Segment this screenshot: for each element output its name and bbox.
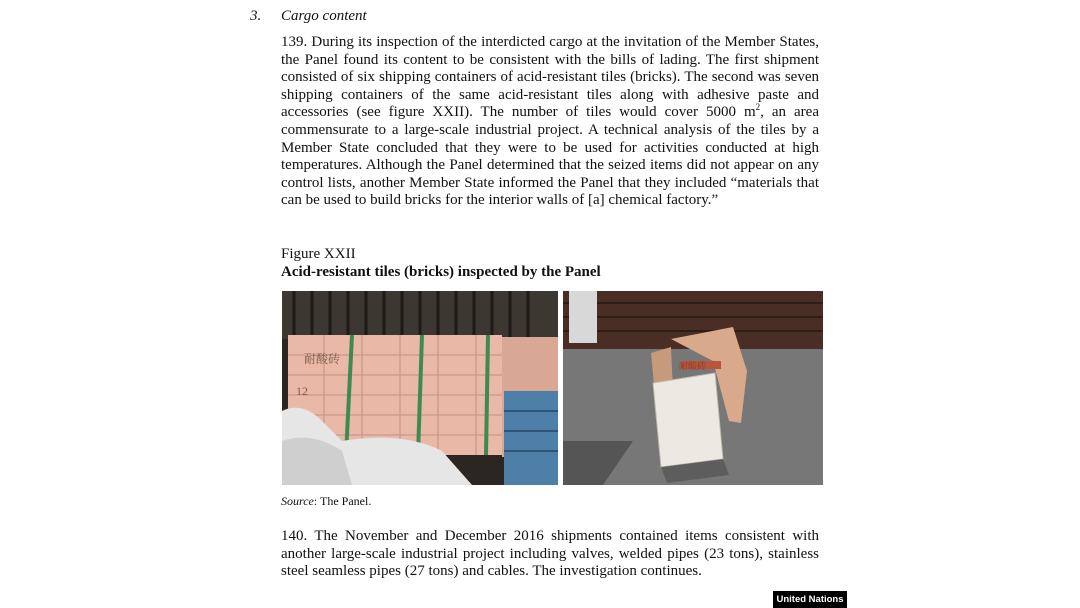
figure-caption: Acid-resistant tiles (bricks) inspected by the Panel — [281, 264, 601, 280]
tile-bag-illustration — [563, 291, 823, 485]
paragraph-139-text-b: , an area commensurate to a large-scale industrial project. A technical analysis of the tiles by a Member State concluded that they were to be used for activities conducted at high temperatures. Although the Panel determined that the seized items did not appear on any control lists, another Member State informed the Panel that they included “materials that can be used to build bricks for the interior walls of [a] chemical factory.” — [281, 104, 819, 209]
superscript: 2 — [755, 102, 761, 113]
paragraph-140: 140. The November and December 2016 shipments contained items consistent with another large-scale industrial project including valves, welded pipes (23 tons), stainless steel seamless pipes (27 tons) and cables. The investigation continues. — [281, 528, 819, 580]
photo-stacked-tile-boxes — [282, 291, 558, 485]
bag-marking: 耐酸砖 — [679, 361, 707, 371]
credit-badge: United Nations — [773, 591, 847, 608]
tile-boxes-illustration — [282, 291, 558, 485]
box-marking-2: 12 — [296, 384, 308, 398]
photo-open-bag-with-tile — [563, 291, 823, 485]
figure-label: Figure XXII — [281, 246, 356, 262]
box-marking-1: 耐酸砖 — [304, 352, 341, 366]
paragraph-139 — [281, 34, 819, 210]
figure-source — [281, 494, 371, 509]
section-number: 3. — [250, 8, 262, 24]
source-value: : The Panel. — [313, 494, 372, 508]
paragraph-139-text-a: 139. During its inspection of the interdicted cargo at the invitation of the Member States, the Panel found its content to be consistent with the bills of lading. The first shipment consisted of six shipping containers of acid-resistant tiles (bricks). The second was seven shipping containers of the same acid-resistant tiles along with adhesive paste and accessories (see figure XXII). The number of tiles would cover 5000 m — [281, 34, 819, 121]
source-label: Source — [281, 494, 314, 508]
section-title: Cargo content — [281, 8, 367, 24]
